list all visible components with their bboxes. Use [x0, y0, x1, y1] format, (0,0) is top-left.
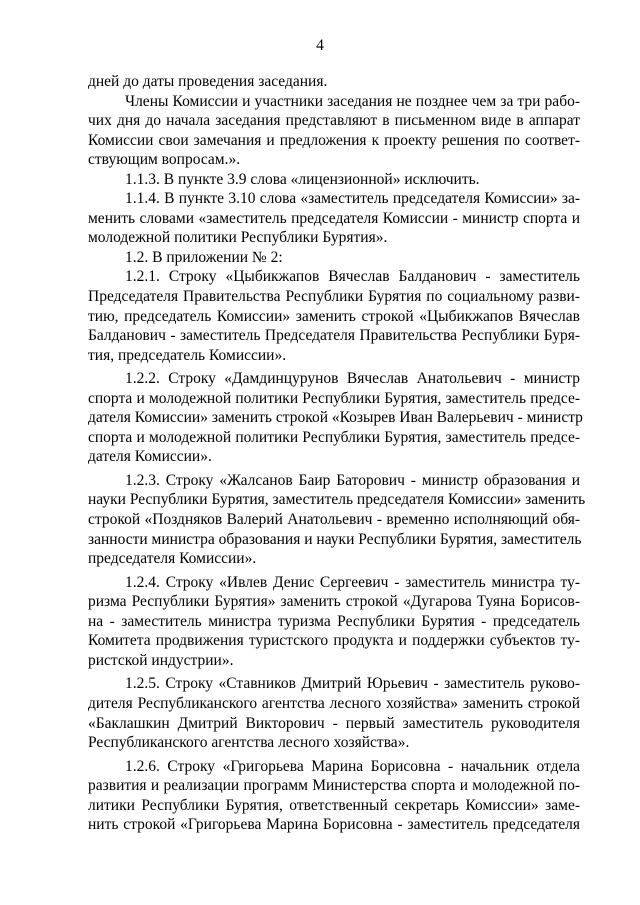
- text-line: Члены Комиссии и участники заседания не позднее чем за три рабо-: [125, 92, 580, 110]
- text-line: ристской индустрии».: [88, 651, 234, 669]
- text-line: тия, председатель Комиссии».: [88, 346, 287, 364]
- text-line: спорта и молодежной политики Республики Бурятия, заместитель предсе-: [88, 389, 580, 407]
- text-line: 1.1.4. В пункте 3.10 слова «заместитель председателя Комиссии» за-: [125, 190, 580, 208]
- text-line: Комиссии свои замечания и предложения к проекту решения по соответ-: [88, 131, 580, 149]
- text-line: чих дня до начала заседания представляют в письменном виде в аппарат: [88, 112, 580, 130]
- text-line: дателя Комиссии» заменить строкой «Козырев Иван Валерьевич - министр: [88, 409, 583, 427]
- text-line: ствующим вопросам.».: [88, 151, 241, 169]
- text-line: 1.2.4. Строку «Ивлев Денис Сергеевич - заместитель министра ту-: [125, 573, 580, 591]
- text-line: занности министра образования и науки Республики Бурятия, заместитель: [88, 530, 582, 548]
- text-line: Республиканского агентства лесного хозяйства».: [88, 734, 410, 752]
- text-line: на - заместитель министра туризма Республики Бурятия - председатель: [88, 612, 580, 630]
- text-line: 1.2.3. Строку «Жалсанов Баир Баторович - министр образования и: [125, 471, 580, 489]
- text-line: менить словами «заместитель председателя Комиссии - министр спорта и: [88, 209, 580, 227]
- text-line: 1.2.2. Строку «Дамдинцурунов Вячеслав Анатольевич - министр: [125, 370, 580, 388]
- text-line: 1.1.3. В пункте 3.9 слова «лицензионной» исключить.: [125, 170, 480, 188]
- text-line: дателя Комиссии».: [88, 448, 212, 466]
- text-line: ризма Республики Бурятия» заменить строкой «Дугарова Туяна Борисов-: [88, 593, 580, 611]
- text-line: дителя Республиканского агентства лесного хозяйства» заменить строкой: [88, 694, 580, 712]
- text-line: нить строкой «Григорьева Марина Борисовна - заместитель председателя: [88, 816, 580, 834]
- text-line: науки Республики Бурятия, заместитель председателя Комиссии» заменить: [88, 491, 586, 509]
- text-line: 1.2.5. Строку «Ставников Дмитрий Юрьевич - заместитель руково-: [125, 675, 580, 693]
- text-line: Председателя Правительства Республики Бурятия по социальному разви-: [88, 288, 580, 306]
- text-line: дней до даты проведения заседания.: [88, 73, 328, 90]
- text-line: Комитета продвижения туристского продукта и поддержки субъектов ту-: [88, 632, 580, 650]
- text-line: тию, председатель Комиссии» заменить строкой «Цыбикжапов Вячеслав: [88, 307, 580, 325]
- text-line: 1.2. В приложении № 2:: [125, 248, 283, 266]
- text-line: «Баклашкин Дмитрий Викторович - первый заместитель руководителя: [88, 714, 580, 732]
- text-line: спорта и молодежной политики Республики Бурятия, заместитель предсе-: [88, 428, 580, 446]
- page-number: 4: [316, 37, 324, 54]
- text-line: 1.2.1. Строку «Цыбикжапов Вячеслав Балданович - заместитель: [125, 268, 580, 286]
- text-line: молодежной политики Республики Бурятия».: [88, 229, 388, 247]
- text-line: 1.2.6. Строку «Григорьева Марина Борисовна - начальник отдела: [125, 757, 580, 775]
- text-line: развития и реализации программ Министерства спорта и молодежной по-: [88, 777, 580, 795]
- text-line: Балданович - заместитель Председателя Правительства Республики Буря-: [88, 327, 580, 345]
- text-line: строкой «Поздняков Валерий Анатольевич - временно исполняющий обя-: [88, 511, 580, 529]
- text-line: литики Республики Бурятия, ответственный секретарь Комиссии» заме-: [88, 796, 580, 814]
- document-body: [88, 72, 586, 835]
- text-line: председателя Комиссии».: [88, 550, 257, 568]
